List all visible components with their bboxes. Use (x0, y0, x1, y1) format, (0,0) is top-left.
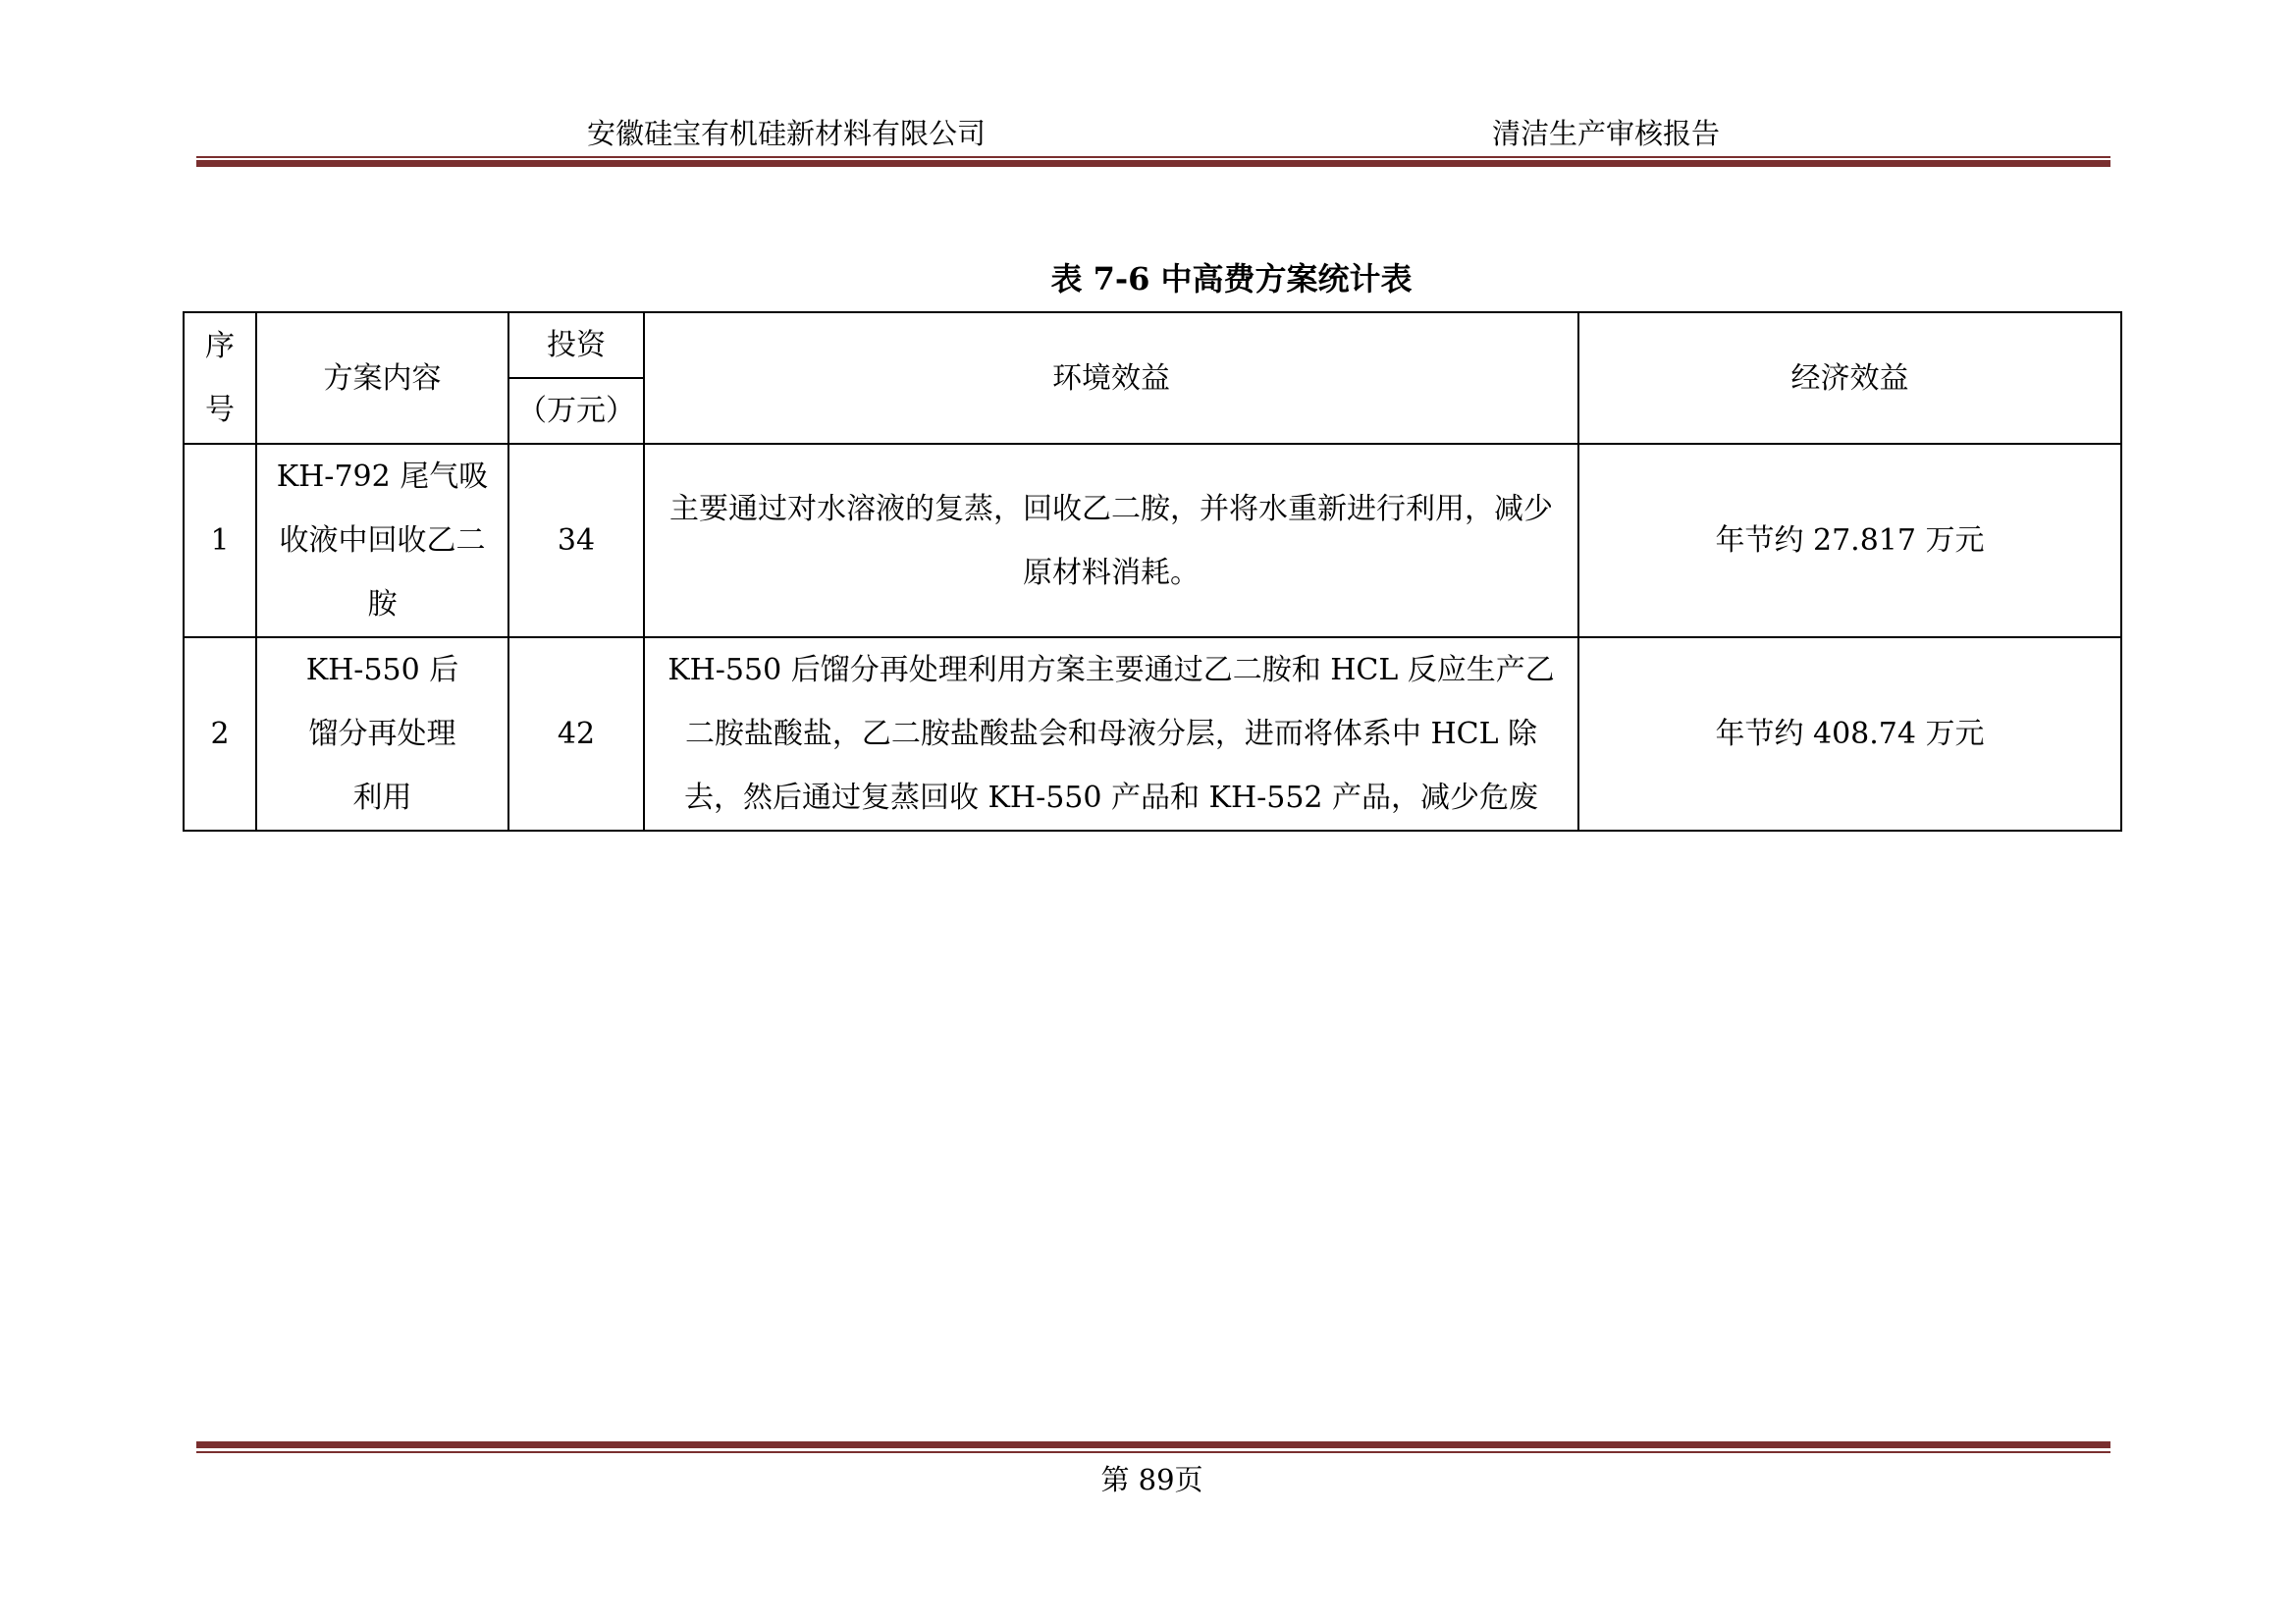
row-env-benefit: KH-550 后馏分再处理利用方案主要通过乙二胺和 HCL 反应生产乙二胺盐酸盐，乙二胺盐酸盐会和母液分层，进而将体系中 HCL 除去，然后通过复蒸回收 KH-550 产品和 KH-552 产品，减少危废 (644, 637, 1578, 831)
header-company-name: 安徽硅宝有机硅新材料有限公司 (587, 117, 987, 150)
row-content: KH-550 后馏分再处理利用 (256, 637, 508, 831)
header-rule-thin (196, 156, 2110, 158)
row-invest: 34 (508, 444, 644, 637)
row-seq: 2 (184, 637, 256, 831)
page-number (0, 1460, 2296, 1499)
page-number-text: 第 89页 (1100, 1463, 1203, 1496)
header-env-benefit: 环境效益 (644, 312, 1578, 444)
header-seq-line1: 序 (205, 329, 235, 363)
table-title-text: 表 7-6 中高费方案统计表 (1050, 260, 1413, 298)
row-econ-benefit: 年节约 27.817 万元 (1578, 444, 2121, 637)
table-title (0, 257, 2296, 300)
row-invest: 42 (508, 637, 644, 831)
table-row (184, 444, 2121, 637)
table-header-row (184, 312, 2121, 378)
header-invest: 投资 (508, 312, 644, 378)
header-invest-unit: （万元） (508, 378, 644, 444)
footer-rule-thin (196, 1451, 2110, 1453)
table-row (184, 637, 2121, 831)
header-econ-benefit: 经济效益 (1578, 312, 2121, 444)
header-rule-thick (196, 160, 2110, 167)
footer-rule-thick (196, 1441, 2110, 1448)
row-econ-benefit: 年节约 408.74 万元 (1578, 637, 2121, 831)
header-seq (184, 312, 256, 444)
scheme-statistics-table (183, 311, 2122, 832)
header-report-title: 清洁生产审核报告 (1492, 117, 1721, 150)
header-content: 方案内容 (256, 312, 508, 444)
row-seq: 1 (184, 444, 256, 637)
header-seq-line2: 号 (205, 393, 235, 427)
row-content: KH-792 尾气吸收液中回收乙二胺 (256, 444, 508, 637)
row-env-benefit: 主要通过对水溶液的复蒸，回收乙二胺，并将水重新进行利用，减少原材料消耗。 (644, 444, 1578, 637)
